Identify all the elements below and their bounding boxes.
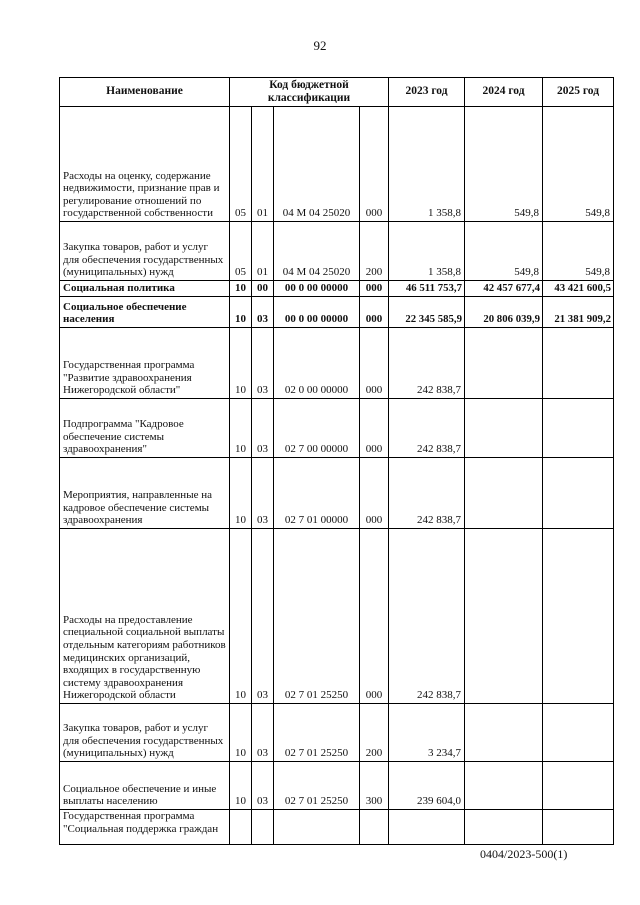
row-subsection-code: 03 — [252, 328, 274, 399]
row-section-code: 05 — [230, 222, 252, 281]
table-row — [60, 107, 614, 222]
row-expense-type-code: 000 — [360, 297, 389, 328]
row-value-2025: 549,8 — [543, 107, 614, 222]
row-value-2025 — [543, 399, 614, 458]
row-target-article-code: 04 М 04 25020 — [274, 222, 360, 281]
row-subsection-code: 03 — [252, 529, 274, 704]
row-section-code: 10 — [230, 762, 252, 810]
row-subsection-code: 03 — [252, 458, 274, 529]
table-row — [60, 810, 614, 845]
row-expense-type-code: 000 — [360, 328, 389, 399]
table-row — [60, 281, 614, 297]
row-subsection-code — [252, 810, 274, 845]
row-expense-type-code: 200 — [360, 704, 389, 762]
row-target-article-code: 00 0 00 00000 — [274, 297, 360, 328]
row-expense-type-code: 000 — [360, 399, 389, 458]
row-value-2023: 3 234,7 — [389, 704, 465, 762]
row-target-article-code: 02 7 01 00000 — [274, 458, 360, 529]
row-value-2023: 239 604,0 — [389, 762, 465, 810]
row-value-2024 — [465, 328, 543, 399]
row-value-2025: 43 421 600,5 — [543, 281, 614, 297]
page-number: 92 — [313, 38, 327, 53]
row-name: Государственная программа "Социальная поддержка граждан — [60, 810, 230, 845]
header-code: Код бюджетной классификации — [230, 78, 389, 107]
row-name: Расходы на оценку, содержание недвижимости, признание прав и регулирование отношений по государственной собственности — [60, 107, 230, 222]
row-value-2025: 21 381 909,2 — [543, 297, 614, 328]
row-name: Закупка товаров, работ и услуг для обеспечения государственных (муниципальных) нужд — [60, 222, 230, 281]
budget-table — [59, 77, 614, 845]
header-name: Наименование — [60, 78, 230, 107]
header-2023: 2023 год — [389, 78, 465, 107]
table-header-row — [60, 78, 614, 107]
row-value-2024: 42 457 677,4 — [465, 281, 543, 297]
row-value-2024 — [465, 399, 543, 458]
row-expense-type-code: 000 — [360, 281, 389, 297]
row-expense-type-code: 000 — [360, 529, 389, 704]
row-target-article-code: 02 0 00 00000 — [274, 328, 360, 399]
row-value-2024: 549,8 — [465, 222, 543, 281]
row-subsection-code: 03 — [252, 704, 274, 762]
row-subsection-code: 03 — [252, 762, 274, 810]
row-value-2025: 549,8 — [543, 222, 614, 281]
row-value-2023: 242 838,7 — [389, 458, 465, 529]
row-expense-type-code: 000 — [360, 458, 389, 529]
row-name: Закупка товаров, работ и услуг для обеспечения государственных (муниципальных) нужд — [60, 704, 230, 762]
row-value-2025 — [543, 328, 614, 399]
row-target-article-code: 04 М 04 25020 — [274, 107, 360, 222]
row-expense-type-code: 200 — [360, 222, 389, 281]
row-expense-type-code — [360, 810, 389, 845]
row-value-2023: 242 838,7 — [389, 328, 465, 399]
table-row — [60, 704, 614, 762]
row-section-code: 10 — [230, 529, 252, 704]
row-section-code: 10 — [230, 281, 252, 297]
row-section-code: 10 — [230, 704, 252, 762]
row-value-2023: 1 358,8 — [389, 107, 465, 222]
row-subsection-code: 01 — [252, 107, 274, 222]
row-value-2024 — [465, 810, 543, 845]
row-value-2025 — [543, 704, 614, 762]
header-2024: 2024 год — [465, 78, 543, 107]
table-row — [60, 458, 614, 529]
row-value-2024 — [465, 762, 543, 810]
table-row — [60, 222, 614, 281]
row-subsection-code: 03 — [252, 399, 274, 458]
row-value-2025 — [543, 458, 614, 529]
row-target-article-code: 02 7 00 00000 — [274, 399, 360, 458]
row-subsection-code: 00 — [252, 281, 274, 297]
row-subsection-code: 01 — [252, 222, 274, 281]
row-name: Социальное обеспечение и иные выплаты населению — [60, 762, 230, 810]
row-target-article-code: 00 0 00 00000 — [274, 281, 360, 297]
row-target-article-code — [274, 810, 360, 845]
row-section-code: 10 — [230, 399, 252, 458]
row-value-2025 — [543, 529, 614, 704]
row-value-2024 — [465, 704, 543, 762]
row-value-2023: 1 358,8 — [389, 222, 465, 281]
row-value-2023: 22 345 585,9 — [389, 297, 465, 328]
row-value-2023 — [389, 810, 465, 845]
row-target-article-code: 02 7 01 25250 — [274, 704, 360, 762]
row-section-code: 10 — [230, 297, 252, 328]
row-expense-type-code: 000 — [360, 107, 389, 222]
table-row — [60, 328, 614, 399]
row-value-2023: 242 838,7 — [389, 529, 465, 704]
row-name: Расходы на предоставление специальной социальной выплаты отдельным категориям работников медицинских организаций, входящих в государственную систему здравоохранения Нижегородской области — [60, 529, 230, 704]
table-row — [60, 399, 614, 458]
row-section-code: 10 — [230, 458, 252, 529]
row-expense-type-code: 300 — [360, 762, 389, 810]
row-target-article-code: 02 7 01 25250 — [274, 762, 360, 810]
row-name: Социальная политика — [60, 281, 230, 297]
row-value-2025 — [543, 762, 614, 810]
row-target-article-code: 02 7 01 25250 — [274, 529, 360, 704]
row-value-2024 — [465, 458, 543, 529]
row-name: Подпрограмма "Кадровое обеспечение системы здравоохранения" — [60, 399, 230, 458]
row-value-2024: 549,8 — [465, 107, 543, 222]
row-value-2024: 20 806 039,9 — [465, 297, 543, 328]
row-name: Социальное обеспечение населения — [60, 297, 230, 328]
row-value-2023: 46 511 753,7 — [389, 281, 465, 297]
row-section-code: 10 — [230, 328, 252, 399]
row-value-2024 — [465, 529, 543, 704]
footer-document-code: 0404/2023-500(1) — [480, 847, 568, 861]
row-name: Государственная программа "Развитие здравоохранения Нижегородской области" — [60, 328, 230, 399]
row-subsection-code: 03 — [252, 297, 274, 328]
row-section-code: 05 — [230, 107, 252, 222]
row-value-2023: 242 838,7 — [389, 399, 465, 458]
row-name: Мероприятия, направленные на кадровое обеспечение системы здравоохранения — [60, 458, 230, 529]
header-2025: 2025 год — [543, 78, 614, 107]
table-row — [60, 529, 614, 704]
table-row — [60, 762, 614, 810]
table-row — [60, 297, 614, 328]
row-value-2025 — [543, 810, 614, 845]
row-section-code — [230, 810, 252, 845]
